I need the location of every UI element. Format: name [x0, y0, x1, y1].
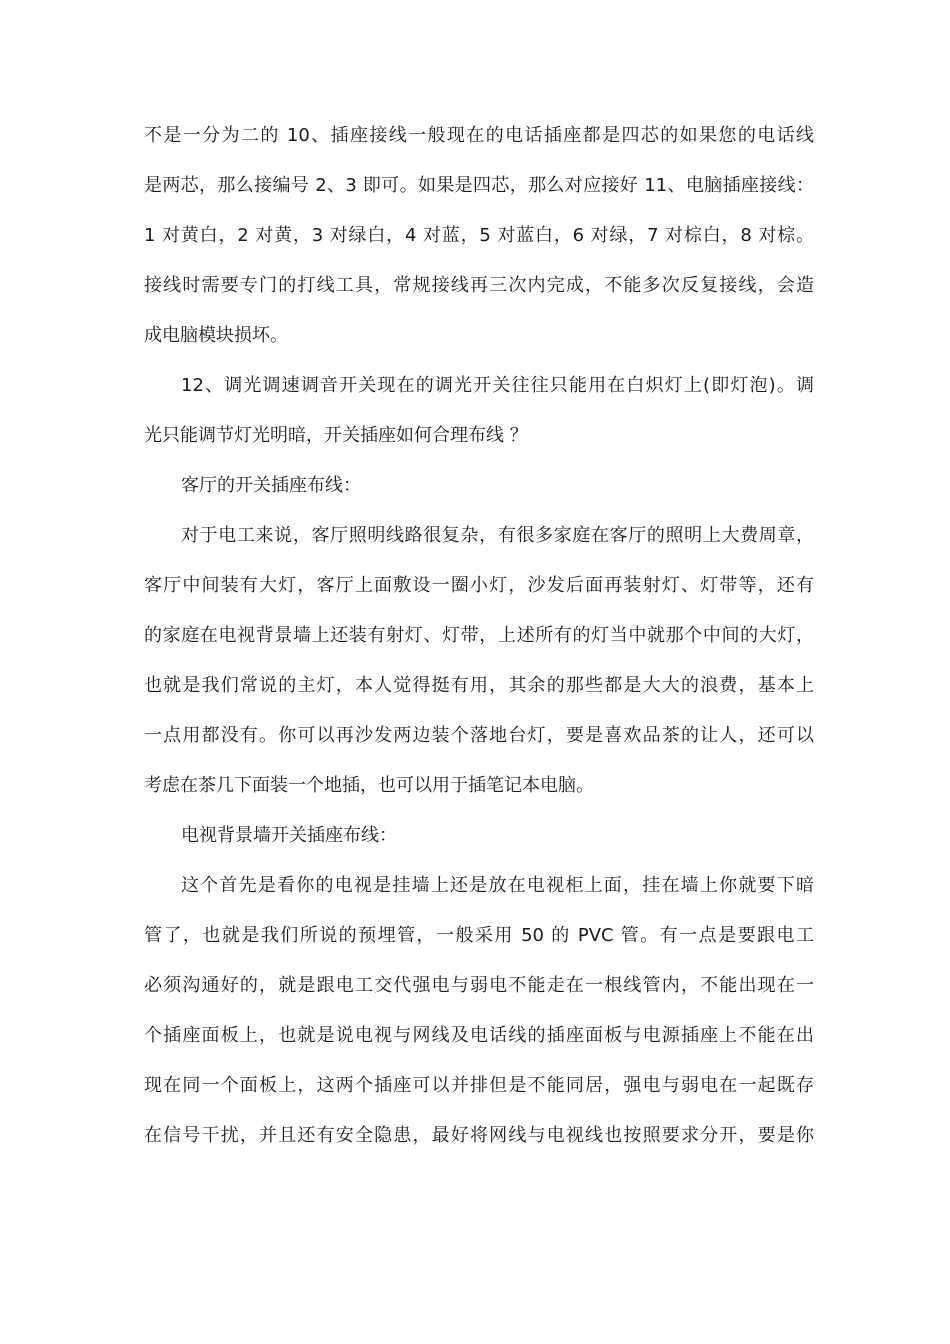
text-line-10: 客厅中间装有大灯，客厅上面敷设一圈小灯，沙发后面再装射灯、灯带等，还有	[144, 575, 814, 596]
text-line-3: 1 对黄白，2 对黄，3 对绿白，4 对蓝，5 对蓝白，6 对绿，7 对棕白，8 对棕。	[144, 225, 814, 246]
text-line-6: 12、调光调速调音开关现在的调光开关往往只能用在白炽灯上(即灯泡)。调	[181, 375, 814, 396]
text-line-16: 这个首先是看你的电视是挂墙上还是放在电视柜上面，挂在墙上你就要下暗	[181, 875, 814, 896]
text-line-20: 现在同一个面板上，这两个插座可以并排但是不能同居，强电与弱电在一起既存	[144, 1075, 814, 1096]
text-line-2: 是两芯，那么接编号 2、3 即可。如果是四芯，那么对应接好 11、电脑插座接线：	[144, 175, 814, 196]
text-line-14: 考虑在茶几下面装一个地插，也可以用于插笔记本电脑。	[144, 775, 594, 796]
text-line-21: 在信号干扰，并且还有安全隐患，最好将网线与电视线也按照要求分开，要是你	[144, 1125, 814, 1146]
text-line-9: 对于电工来说，客厅照明线路很复杂，有很多家庭在客厅的照明上大费周章，	[181, 525, 814, 546]
text-line-12: 也就是我们常说的主灯，本人觉得挺有用，其余的那些都是大大的浪费，基本上	[144, 675, 814, 696]
text-line-1: 不是一分为二的 10、插座接线一般现在的电话插座都是四芯的如果您的电话线	[144, 125, 814, 146]
text-line-13: 一点用都没有。你可以再沙发两边装个落地台灯，要是喜欢品茶的让人，还可以	[144, 725, 814, 746]
text-line-11: 的家庭在电视背景墙上还装有射灯、灯带，上述所有的灯当中就那个中间的大灯，	[144, 625, 814, 646]
text-line-4: 接线时需要专门的打线工具，常规接线再三次内完成，不能多次反复接线，会造	[144, 275, 814, 296]
section-heading-tv-wall: 电视背景墙开关插座布线：	[181, 825, 397, 846]
text-line-17: 管了，也就是我们所说的预埋管，一般采用 50 的 PVC 管。有一点是要跟电工	[144, 925, 814, 946]
text-line-19: 个插座面板上，也就是说电视与网线及电话线的插座面板与电源插座上不能在出	[144, 1025, 814, 1046]
text-line-7: 光只能调节灯光明暗，开关插座如何合理布线 ？	[144, 425, 528, 446]
text-line-5: 成电脑模块损坏。	[144, 325, 288, 346]
text-line-18: 必须沟通好的，就是跟电工交代强电与弱电不能走在一根线管内，不能出现在一	[144, 975, 814, 996]
section-heading-living-room: 客厅的开关插座布线：	[181, 475, 361, 496]
